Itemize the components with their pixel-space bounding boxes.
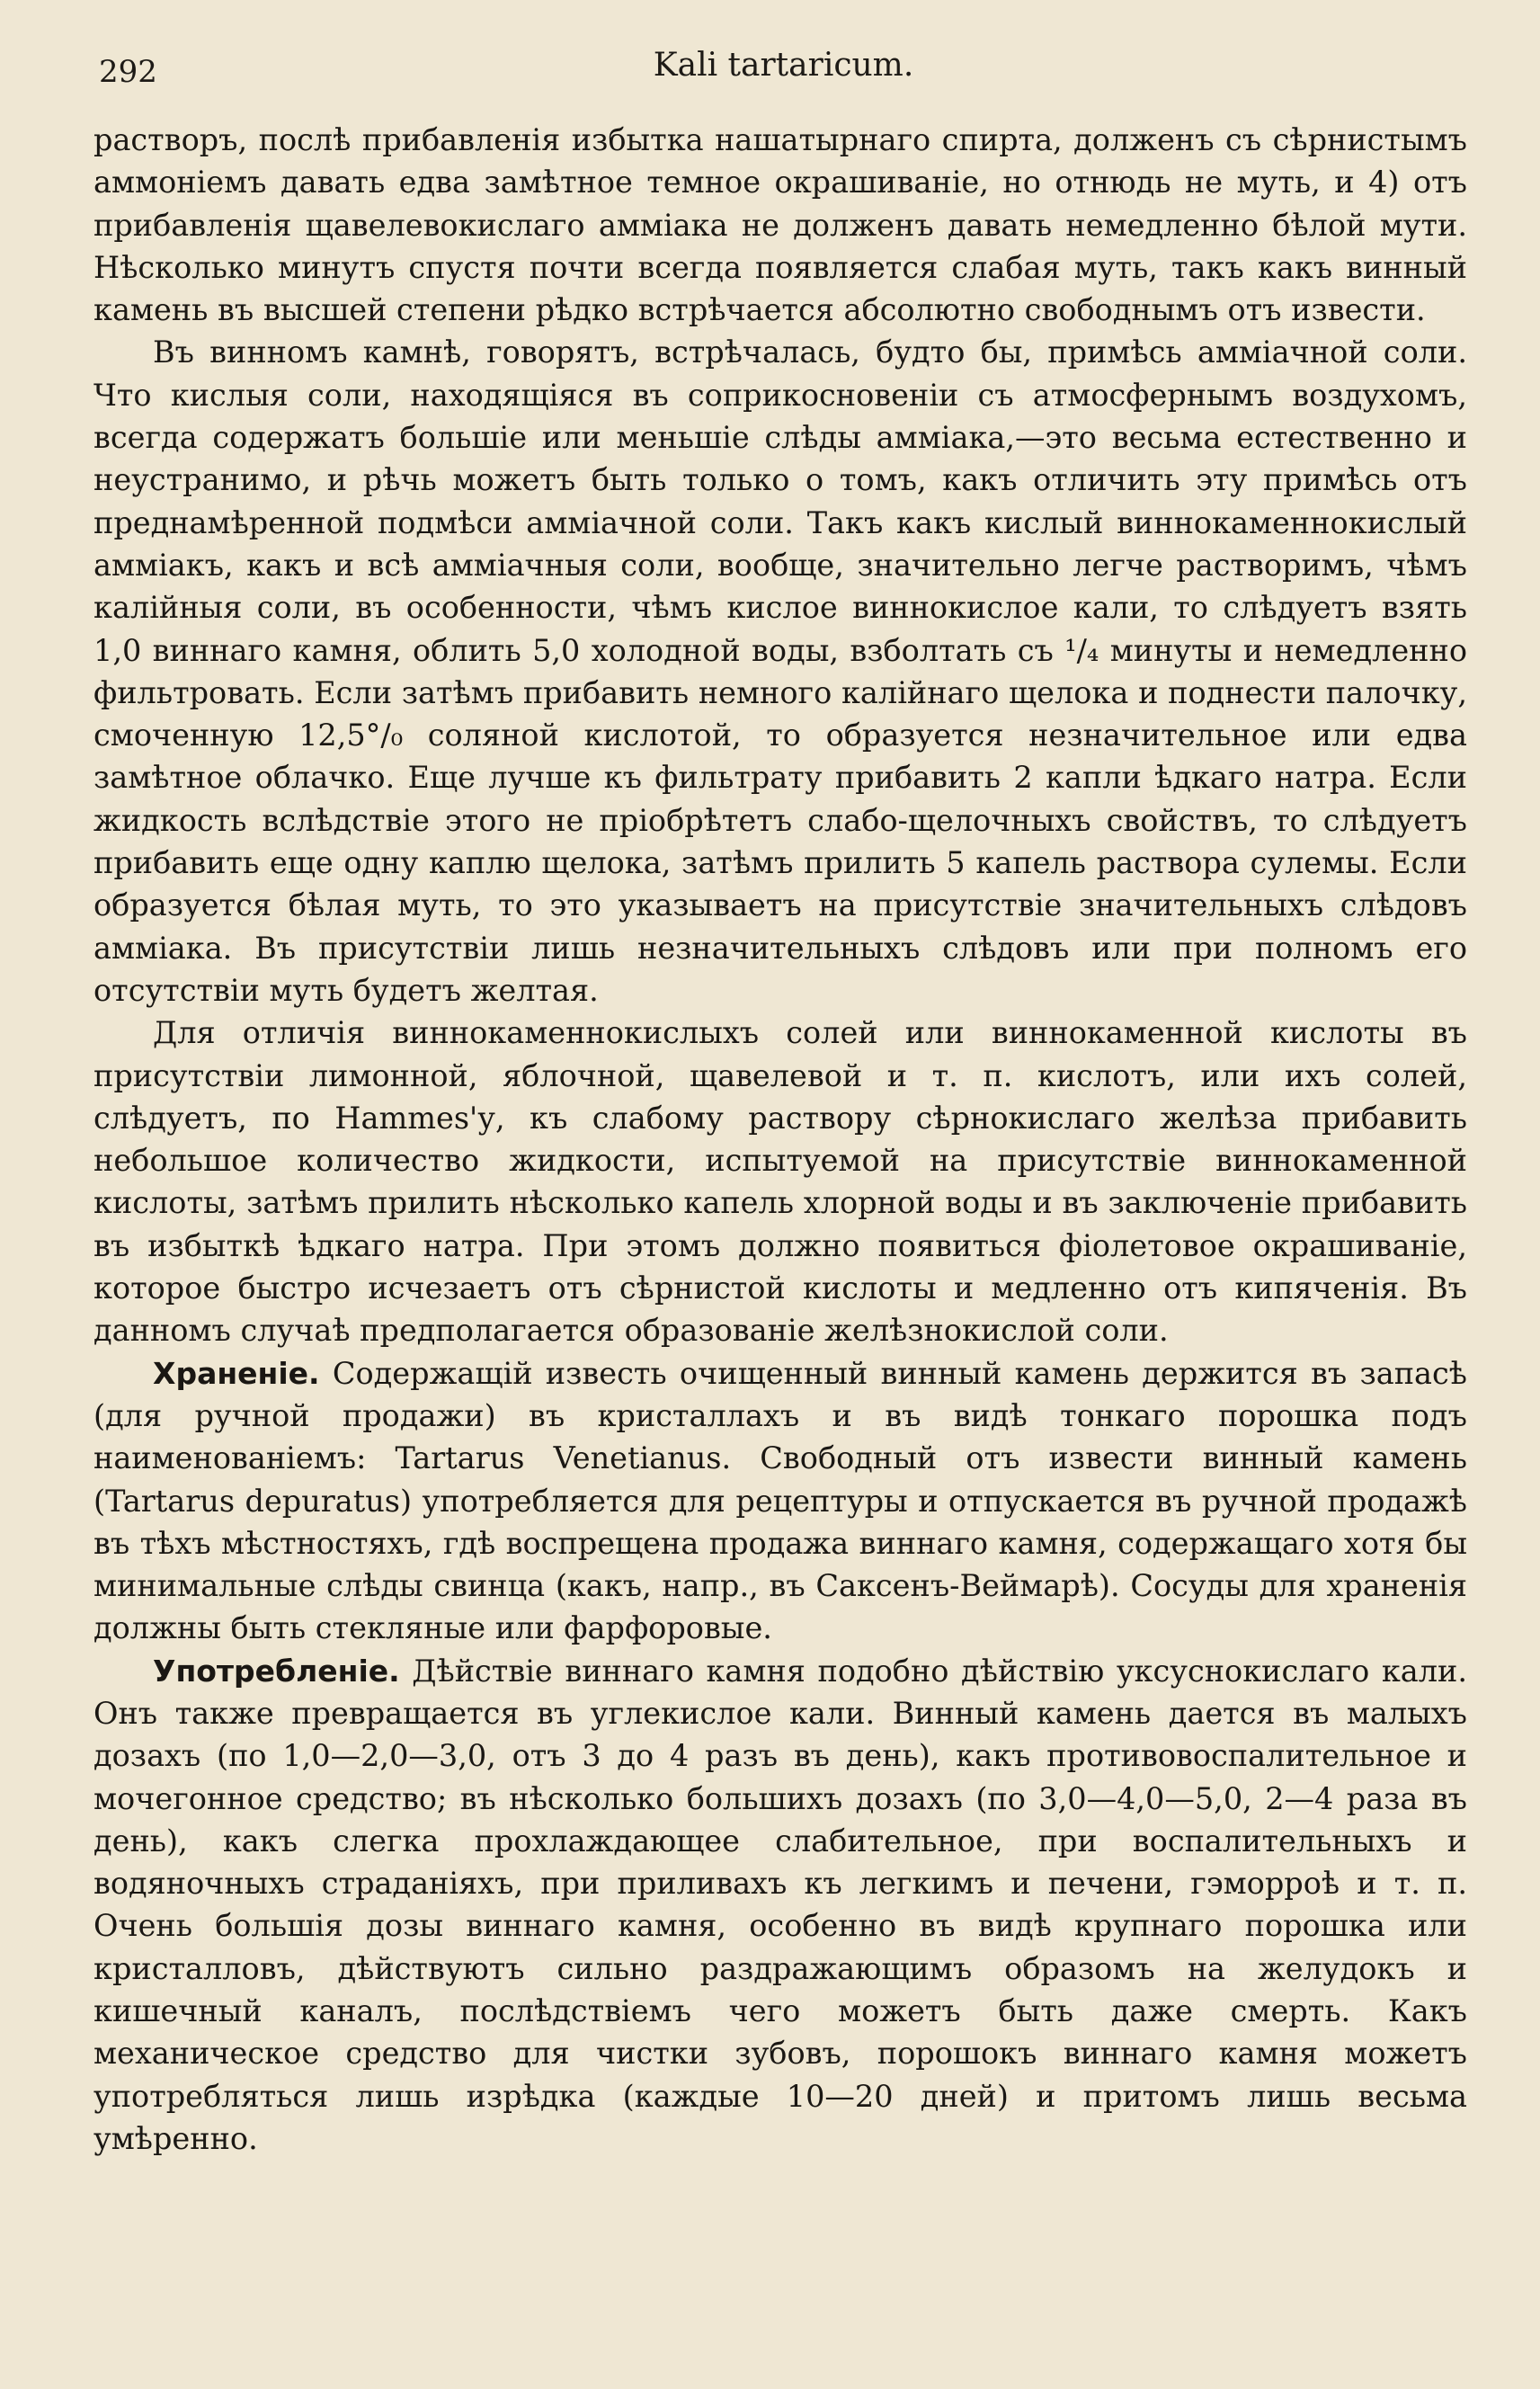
paragraph-text: Для отличія виннокаменнокислыхъ солей или виннокаменной кислоты въ присутствіи лимонной, яблочной, щавелевой и т. п. кислотъ, или ихъ солей, слѣдуетъ, по Hammes'у, къ слабому раствору сѣрнокислаго желѣза прибавить небольшое количество жидкости, испытуемой на присутствіе виннокаменной кислоты, затѣмъ прилить нѣсколько капель хлорной воды и въ заключеніе прибавить въ избыткѣ ѣдкаго натра. При этомъ должно появиться фіолетовое окрашиваніе, которое быстро исчезаетъ отъ сѣрнистой кислоты и медленно отъ кипяченія. Въ данномъ случаѣ предполагается образованіе желѣзнокислой соли. [93, 1015, 1467, 1349]
section-heading-storage: Храненіе. [153, 1355, 320, 1391]
paragraph-text: растворъ, послѣ прибавленія избытка нашатырнаго спирта, долженъ съ сѣрнистымъ аммоніемъ давать едва замѣтное темное окрашиваніе, но отнюдь не муть, и 4) отъ прибавленія щавелевокислаго амміака не долженъ давать немедленно бѣлой мути. Нѣсколько минутъ спустя почти всегда появляется слабая муть, такъ какъ винный камень въ высшей степени рѣдко встрѣчается абсолютно свободнымъ отъ извести. [93, 122, 1467, 328]
page-number: 292 [99, 54, 157, 90]
paragraph-ammonia-test [93, 331, 1467, 1012]
page-header [99, 43, 1468, 97]
section-heading-usage: Употребленіе. [153, 1653, 400, 1689]
paragraph-storage [93, 1352, 1467, 1650]
body-text [93, 119, 1467, 2160]
paragraph-usage [93, 1650, 1467, 2161]
paragraph-text: Въ винномъ камнѣ, говорятъ, встрѣчалась, будто бы, примѣсь амміачной соли. Что кислыя соли, находящіяся въ соприкосновеніи съ атмосфернымъ воздухомъ, всегда содержатъ большіе или меньшіе слѣды амміака,—это весьма естественно и неустранимо, и рѣчь можетъ быть только о томъ, какъ отличить эту примѣсь отъ преднамѣренной подмѣси амміачной соли. Такъ какъ кислый виннокаменнокислый амміакъ, какъ и всѣ амміачныя соли, вообще, значительно легче растворимъ, чѣмъ калійныя соли, въ особенности, чѣмъ кислое виннокислое кали, то слѣдуетъ взять 1,0 виннаго камня, облить 5,0 холодной воды, взболтать съ ¹/₄ минуты и немедленно фильтровать. Если затѣмъ прибавить немного калійнаго щелока и поднести палочку, смоченную 12,5°/₀ соляной кислотой, то образуется незначительное или едва замѣтное облачко. Еще лучше къ фильтрату прибавить 2 капли ѣдкаго натра. Если жидкость вслѣдствіе этого не пріобрѣтетъ слабо-щелочныхъ свойствъ, то слѣдуетъ прибавить еще одну каплю щелока, затѣмъ прилить 5 капель раствора сулемы. Если образуется бѣлая муть, то это указываетъ на присутствіе значительныхъ слѣдовъ амміака. Въ присутствіи лишь незначительныхъ слѣдовъ или при полномъ его отсутствіи муть будетъ желтая. [93, 334, 1467, 1008]
paragraph-tartaric-distinction [93, 1012, 1467, 1351]
paragraph-text: Содержащій известь очищенный винный камень держится въ запасѣ (для ручной продажи) въ кристаллахъ и въ видѣ тонкаго порошка подъ наименованіемъ: Tartarus Venetianus. Свободный отъ извести винный камень (Tartarus depuratus) употребляется для рецептуры и отпускается въ ручной продажѣ въ тѣхъ мѣстностяхъ, гдѣ воспрещена продажа виннаго камня, содержащаго хотя бы минимальные слѣды свинца (какъ, напр., въ Саксенъ-Веймарѣ). Сосуды для храненія должны быть стекляные или фарфоровые. [93, 1355, 1467, 1646]
running-title: Kali tartaricum. [653, 47, 914, 84]
paragraph-continuation [93, 119, 1467, 331]
paragraph-text: Дѣйствіе виннаго камня подобно дѣйствію уксуснокислаго кали. Онъ также превращается въ углекислое кали. Винный камень дается въ малыхъ дозахъ (по 1,0—2,0—3,0, отъ 3 до 4 разъ въ день), какъ противовоспалительное и мочегонное средство; въ нѣсколько большихъ дозахъ (по 3,0—4,0—5,0, 2—4 раза въ день), какъ слегка прохлаждающее слабительное, при воспалительныхъ и водяночныхъ страданіяхъ, при приливахъ къ легкимъ и печени, гэморроѣ и т. п. Очень большія дозы виннаго камня, особенно въ видѣ крупнаго порошка или кристалловъ, дѣйствуютъ сильно раздражающимъ образомъ на желудокъ и кишечный каналъ, послѣдствіемъ чего можетъ быть даже смерть. Какъ механическое средство для чистки зубовъ, порошокъ виннаго камня можетъ употребляться лишь изрѣдка (каждые 10—20 дней) и притомъ лишь весьма умѣренно. [93, 1653, 1467, 2156]
